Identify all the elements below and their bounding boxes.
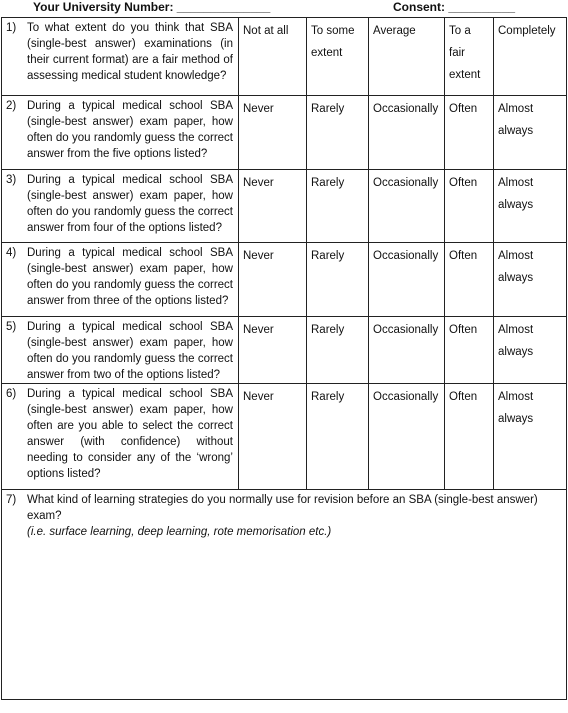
- question-text: During a typical medical school SBA (single-best answer) exam paper, how often are you able to select the correct answer (with confidence) without needing to consider any of the ‘wrong’ options listed?: [27, 388, 233, 480]
- option-rarely[interactable]: Rarely: [307, 243, 369, 317]
- question-row: [2, 170, 567, 243]
- question-hint: (i.e. surface learning, deep learning, rote memorisation etc.): [27, 526, 332, 538]
- question-number: 4): [6, 247, 17, 259]
- option-almost-always[interactable]: Almost always: [494, 317, 567, 384]
- option-never[interactable]: Never: [239, 96, 307, 170]
- question-number: 6): [6, 388, 17, 400]
- question-row: [2, 384, 567, 490]
- option-rarely[interactable]: Rarely: [307, 384, 369, 490]
- option-rarely[interactable]: Rarely: [307, 170, 369, 243]
- question-number: 2): [6, 100, 17, 112]
- option-to-a-fair-extent[interactable]: To a fair extent: [445, 18, 494, 96]
- question-number: 7): [6, 494, 17, 506]
- option-occasionally[interactable]: Occasionally: [369, 96, 445, 170]
- option-often[interactable]: Often: [445, 170, 494, 243]
- question-number: 5): [6, 321, 17, 333]
- option-rarely[interactable]: Rarely: [307, 317, 369, 384]
- university-number-field[interactable]: Your University Number: ______________: [33, 0, 271, 14]
- consent-field[interactable]: Consent: __________: [393, 0, 516, 14]
- option-often[interactable]: Often: [445, 384, 494, 490]
- option-never[interactable]: Never: [239, 243, 307, 317]
- option-occasionally[interactable]: Occasionally: [369, 317, 445, 384]
- option-to-some-extent[interactable]: To some extent: [307, 18, 369, 96]
- question-number: 1): [6, 22, 17, 34]
- option-not-at-all[interactable]: Not at all: [239, 18, 307, 96]
- questionnaire-table: [1, 17, 567, 700]
- option-completely[interactable]: Completely: [494, 18, 567, 96]
- option-average[interactable]: Average: [369, 18, 445, 96]
- option-almost-always[interactable]: Almost always: [494, 384, 567, 490]
- option-never[interactable]: Never: [239, 317, 307, 384]
- question-text: To what extent do you think that SBA (single-best answer) examinations (in their current format) are a fair method of assessing medical student knowledge?: [27, 22, 233, 82]
- question-text: What kind of learning strategies do you normally use for revision before an SBA (single-best answer) exam?: [27, 494, 538, 522]
- form-header: [0, 0, 568, 16]
- question-row: [2, 96, 567, 170]
- question-row: [2, 18, 567, 96]
- question-text: During a typical medical school SBA (single-best answer) exam paper, how often do you randomly guess the correct answer from four of the options listed?: [27, 174, 233, 234]
- option-often[interactable]: Often: [445, 96, 494, 170]
- option-almost-always[interactable]: Almost always: [494, 243, 567, 317]
- option-rarely[interactable]: Rarely: [307, 96, 369, 170]
- option-almost-always[interactable]: Almost always: [494, 170, 567, 243]
- question-number: 3): [6, 174, 17, 186]
- question-row: [2, 317, 567, 384]
- option-occasionally[interactable]: Occasionally: [369, 170, 445, 243]
- question-text: During a typical medical school SBA (single-best answer) exam paper, how often do you randomly guess the correct answer from three of the options listed?: [27, 247, 233, 307]
- option-occasionally[interactable]: Occasionally: [369, 243, 445, 317]
- option-often[interactable]: Often: [445, 243, 494, 317]
- question-text: During a typical medical school SBA (single-best answer) exam paper, how often do you randomly guess the correct answer from two of the options listed?: [27, 321, 233, 381]
- question-row-open: [2, 490, 567, 700]
- option-never[interactable]: Never: [239, 170, 307, 243]
- option-almost-always[interactable]: Almost always: [494, 96, 567, 170]
- option-often[interactable]: Often: [445, 317, 494, 384]
- question-text: During a typical medical school SBA (single-best answer) exam paper, how often do you randomly guess the correct answer from the five options listed?: [27, 100, 233, 160]
- option-occasionally[interactable]: Occasionally: [369, 384, 445, 490]
- option-never[interactable]: Never: [239, 384, 307, 490]
- question-row: [2, 243, 567, 317]
- open-answer-area[interactable]: [2, 490, 567, 700]
